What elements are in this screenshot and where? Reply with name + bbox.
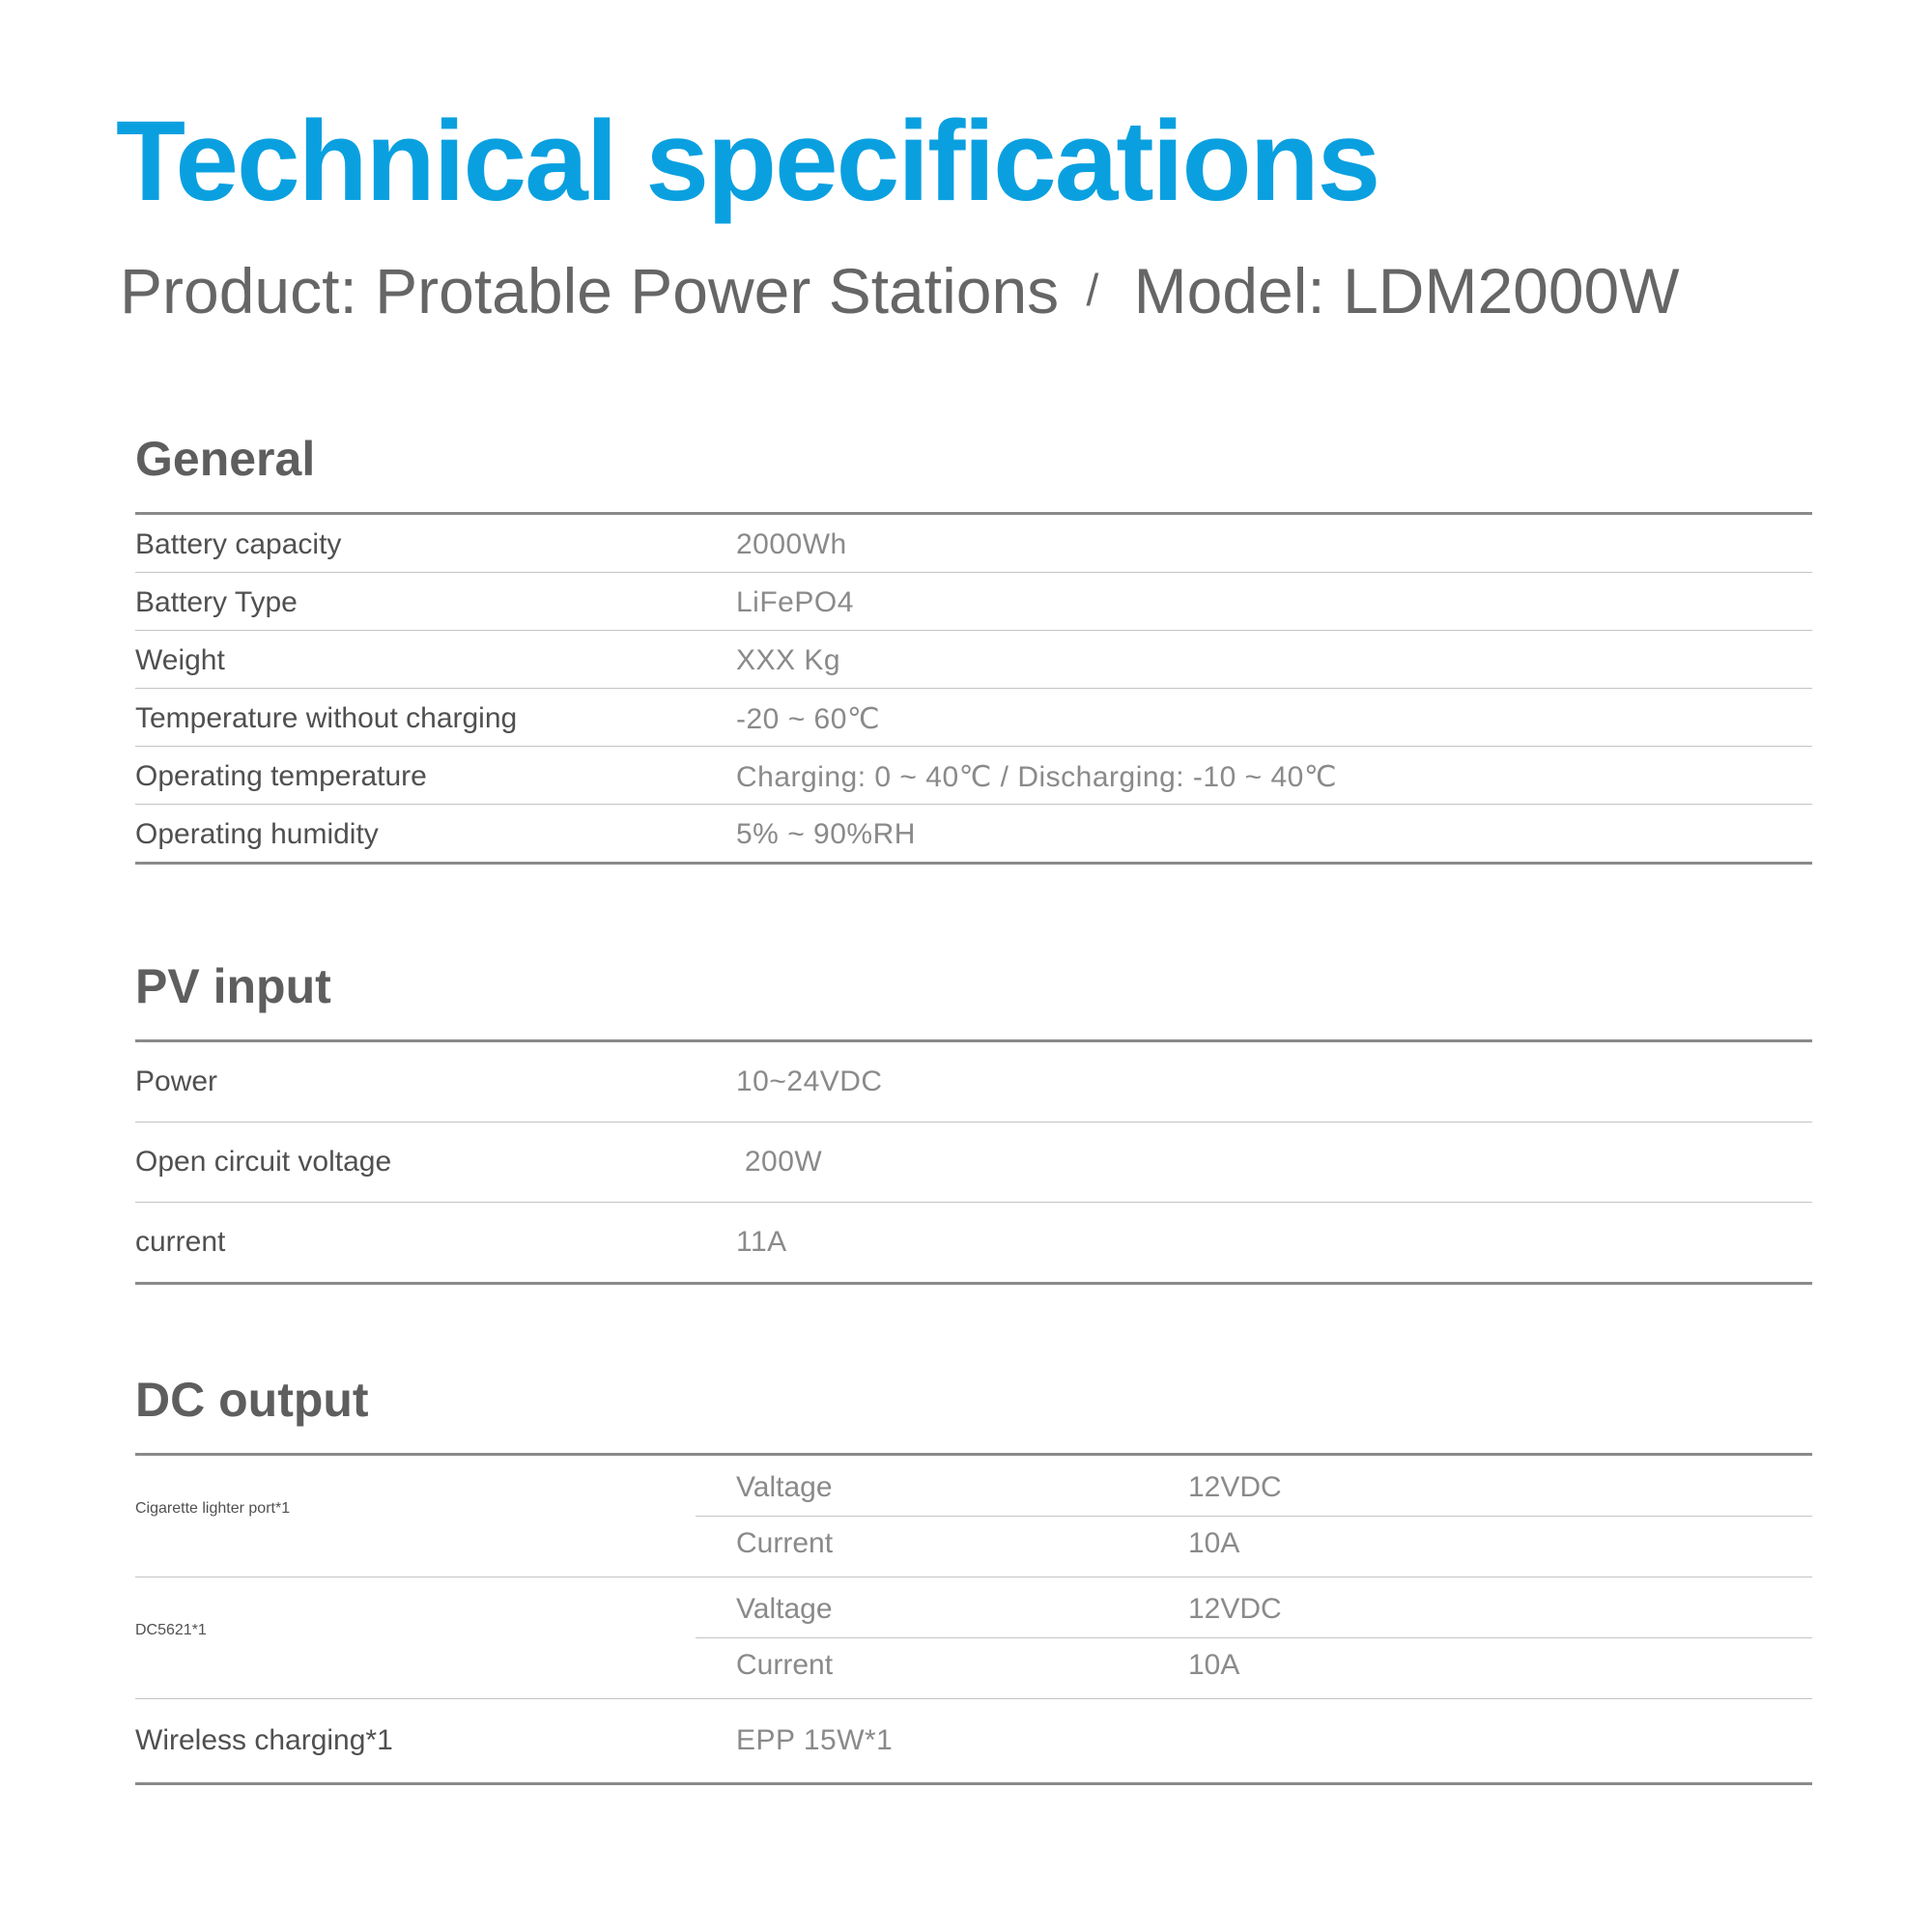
sub-value: 10A xyxy=(1188,1527,1240,1559)
pv-input-section xyxy=(135,959,1812,1285)
spec-value: 5% ~ 90%RH xyxy=(736,818,916,850)
table-row xyxy=(135,747,1812,805)
sub-key: Current xyxy=(736,1527,834,1559)
table-row xyxy=(135,631,1812,689)
table-row xyxy=(135,689,1812,747)
table-row xyxy=(135,1042,1812,1122)
table-row xyxy=(135,1699,1812,1785)
sub-key: Valtage xyxy=(736,1471,833,1503)
spec-value: 200W xyxy=(736,1146,823,1178)
model-name: Model: LDM2000W xyxy=(1133,255,1680,327)
spec-value: XXX Kg xyxy=(736,644,841,676)
spec-value: LiFePO4 xyxy=(736,586,854,618)
spec-label: Operating temperature xyxy=(135,760,427,792)
spec-label: Operating humidity xyxy=(135,818,379,850)
spec-label: DC5621*1 xyxy=(135,1622,207,1638)
general-section xyxy=(135,432,1812,865)
spec-label: Power xyxy=(135,1065,218,1097)
sub-row xyxy=(696,1639,1812,1693)
sub-value: 12VDC xyxy=(1188,1471,1282,1503)
table-row xyxy=(135,1456,1812,1577)
spec-value: 2000Wh xyxy=(736,528,847,560)
spec-label: Battery Type xyxy=(135,586,298,618)
spec-label: Weight xyxy=(135,644,225,676)
sub-row xyxy=(696,1462,1812,1517)
subtitle-separator: / xyxy=(1086,265,1099,315)
table-row xyxy=(135,573,1812,631)
section-title-pv-input: PV input xyxy=(135,962,1812,1042)
product-name: Product: Protable Power Stations xyxy=(120,255,1060,327)
sub-value: 12VDC xyxy=(1188,1593,1282,1625)
spec-value: EPP 15W*1 xyxy=(736,1724,894,1756)
spec-label: Cigarette lighter port*1 xyxy=(135,1500,291,1517)
spec-value: 10~24VDC xyxy=(736,1065,883,1097)
sub-key: Current xyxy=(736,1649,834,1681)
spec-value: 11A xyxy=(736,1226,787,1258)
spec-label: Temperature without charging xyxy=(135,702,518,734)
table-row xyxy=(135,805,1812,865)
spec-label: Open circuit voltage xyxy=(135,1146,392,1178)
table-row xyxy=(135,1577,1812,1699)
sub-row xyxy=(696,1518,1812,1572)
spec-label: current xyxy=(135,1226,226,1258)
spec-value: -20 ~ 60℃ xyxy=(736,703,881,735)
section-title-dc-output: DC output xyxy=(135,1376,1812,1456)
spec-label: Wireless charging*1 xyxy=(135,1724,393,1756)
section-title-general: General xyxy=(135,435,1812,515)
page-subtitle xyxy=(120,255,1680,327)
dc-output-section xyxy=(135,1373,1812,1785)
table-row xyxy=(135,515,1812,573)
sub-key: Valtage xyxy=(736,1593,833,1625)
table-row xyxy=(135,1203,1812,1285)
table-row xyxy=(135,1122,1812,1203)
page-title: Technical specifications xyxy=(116,98,1379,225)
sub-row xyxy=(696,1583,1812,1638)
spec-value: Charging: 0 ~ 40℃ / Discharging: -10 ~ 40℃ xyxy=(736,761,1338,793)
spec-label: Battery capacity xyxy=(135,528,342,560)
sub-value: 10A xyxy=(1188,1649,1240,1681)
